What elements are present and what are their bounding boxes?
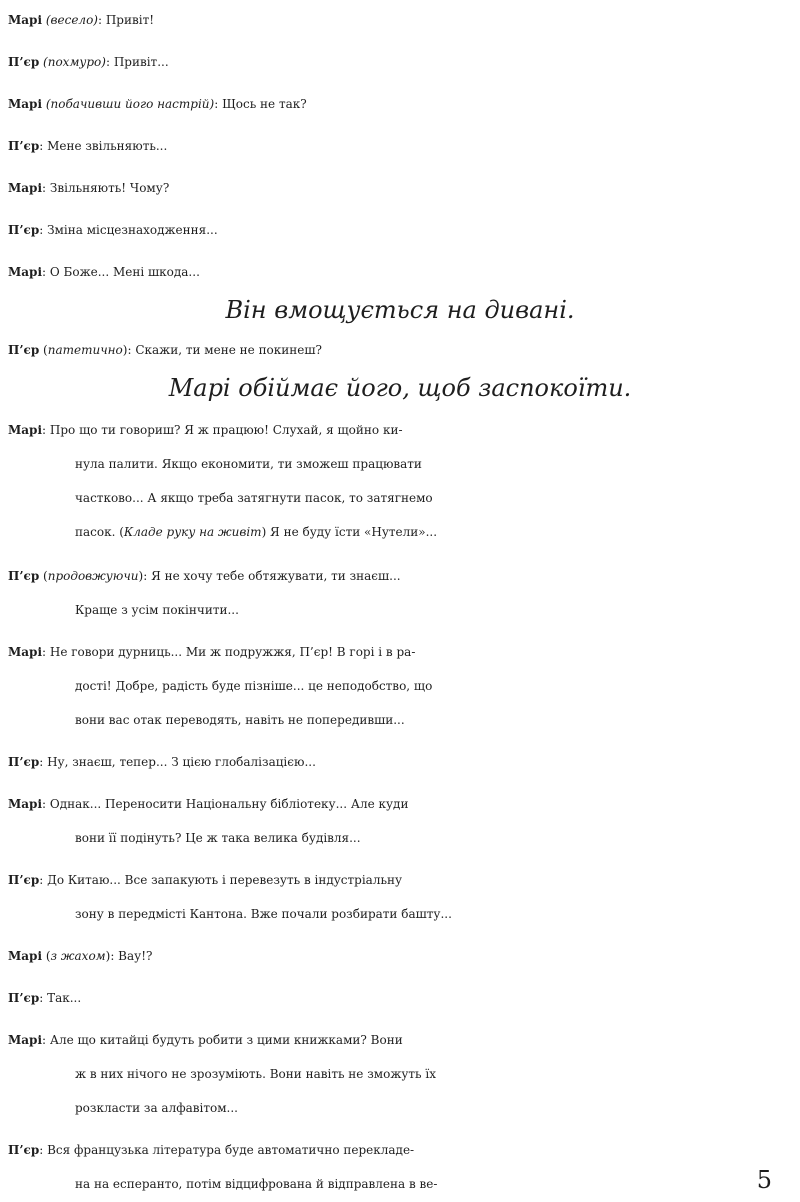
dialogue-line: П’єр: Зміна місцезнаходження...: [8, 223, 218, 237]
dialogue-continuation: дості! Добре, радість буде пізніше... це неподобство, що: [75, 679, 433, 693]
dialogue-line: Марі (побачивши його настрій): Щось не так?: [8, 97, 307, 111]
dialogue-continuation: вони її подінуть? Це ж така велика будівля...: [75, 831, 361, 845]
dialogue-line: П’єр: Вся французька література буде автоматично перекладе-: [8, 1143, 415, 1157]
dialogue-continuation: Краще з усім покінчити...: [75, 603, 239, 617]
dialogue-line: Марі (весело): Привіт!: [8, 13, 155, 27]
dialogue-continuation: вони вас отак переводять, навіть не попередивши...: [75, 713, 405, 727]
dialogue-continuation: нула палити. Якщо економити, ти зможеш працювати: [75, 457, 422, 471]
dialogue-continuation: пасок. (Кладе руку на живіт) Я не буду їсти «Нутели»...: [75, 525, 438, 539]
dialogue-line: П’єр (патетично): Скажи, ти мене не покинеш?: [8, 343, 322, 357]
dialogue-line: Марі: Але що китайці будуть робити з цими книжками? Вони: [8, 1033, 403, 1047]
stage-direction: Він вмощується на дивані.: [225, 296, 575, 324]
dialogue-continuation: частково... А якщо треба затягнути пасок, то затягнемо: [75, 491, 433, 505]
dialogue-line: Марі: О Боже... Мені шкода...: [8, 265, 200, 279]
dialogue-line: П’єр: До Китаю... Все запакують і перевезуть в індустріальну: [8, 873, 403, 887]
dialogue-line: Марі: Звільняють! Чому?: [8, 181, 170, 195]
dialogue-continuation: на на есперанто, потім відцифрована й відправлена в ве-: [75, 1177, 438, 1191]
dialogue-line: П’єр: Ну, знаєш, тепер... З цією глобалізацією...: [8, 755, 316, 769]
dialogue-line: Марі: Про що ти говориш? Я ж працюю! Слухай, я щойно ки-: [8, 423, 403, 437]
dialogue-continuation: зону в передмісті Кантона. Вже почали розбирати башту...: [75, 907, 452, 921]
page-number: 5: [756, 1166, 772, 1194]
dialogue-line: П’єр: Мене звільняють...: [8, 139, 168, 153]
dialogue-line: Марі: Однак... Переносити Національну бібліотеку... Але куди: [8, 797, 409, 811]
dialogue-line: Марі: Не говори дурниць... Ми ж подружжя, П’єр! В горі і в ра-: [8, 645, 416, 659]
dialogue-continuation: розкласти за алфавітом...: [75, 1101, 238, 1115]
stage-direction: Марі обіймає його, щоб заспокоїти.: [168, 374, 632, 402]
dialogue-line: Марі (з жахом): Вау!?: [8, 949, 153, 963]
dialogue-continuation: ж в них нічого не зрозуміють. Вони навіть не зможуть їх: [75, 1067, 437, 1081]
dialogue-line: П’єр: Так...: [8, 991, 82, 1005]
dialogue-line: П’єр (похмуро): Привіт...: [8, 55, 169, 69]
dialogue-line: П’єр (продовжуючи): Я не хочу тебе обтяжувати, ти знаєш...: [8, 569, 401, 583]
